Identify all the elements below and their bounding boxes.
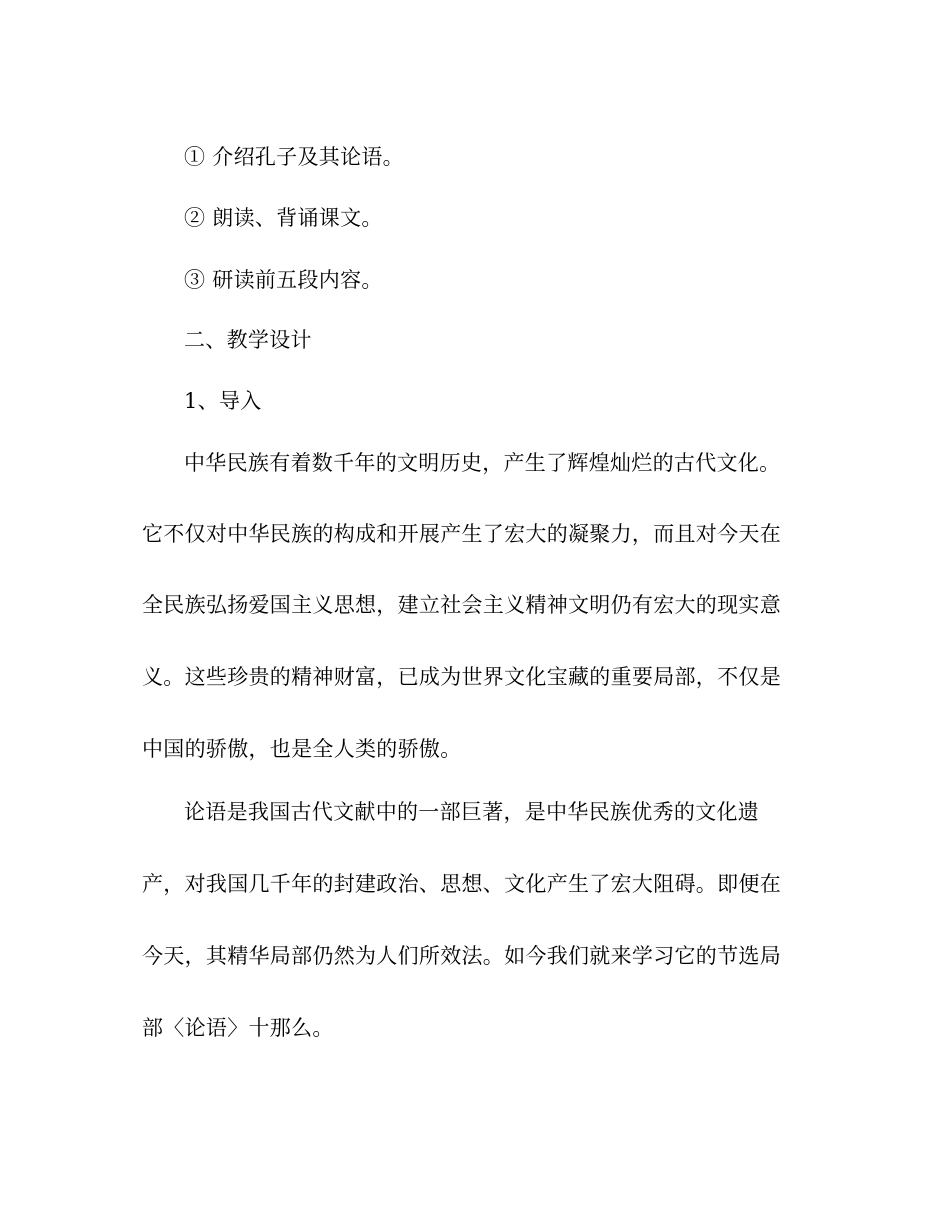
paragraph-line: 今天，其精华局部仍然为人们所效法。如今我们就来学习它的节选局 bbox=[142, 944, 781, 968]
paragraph-line: 部〈论语〉十那么。 bbox=[142, 1016, 334, 1040]
paragraph-line: 全民族弘扬爱国主义思想，建立社会主义精神文明仍有宏大的现实意 bbox=[142, 593, 781, 617]
paragraph-line: 义。这些珍贵的精神财富，已成为世界文化宝藏的重要局部，不仅是 bbox=[142, 665, 781, 689]
paragraph-line: 产，对我国几千年的封建政治、思想、文化产生了宏大阻碍。即便在 bbox=[142, 872, 781, 896]
objective-item-3: ③ 研读前五段内容。 bbox=[184, 268, 383, 292]
section-heading: 二、教学设计 bbox=[184, 328, 312, 352]
paragraph-line: 它不仅对中华民族的构成和开展产生了宏大的凝聚力，而且对今天在 bbox=[142, 522, 781, 546]
objective-item-2: ② 朗读、背诵课文。 bbox=[184, 206, 383, 230]
paragraph-line: 中华民族有着数千年的文明历史，产生了辉煌灿烂的古代文化。 bbox=[184, 451, 781, 475]
objective-item-1: ① 介绍孔子及其论语。 bbox=[184, 145, 404, 169]
paragraph-line: 论语是我国古代文献中的一部巨著，是中华民族优秀的文化遗 bbox=[184, 800, 760, 824]
paragraph-line: 中国的骄傲，也是全人类的骄傲。 bbox=[142, 737, 462, 761]
subsection-heading: 1、导入 bbox=[184, 389, 262, 413]
